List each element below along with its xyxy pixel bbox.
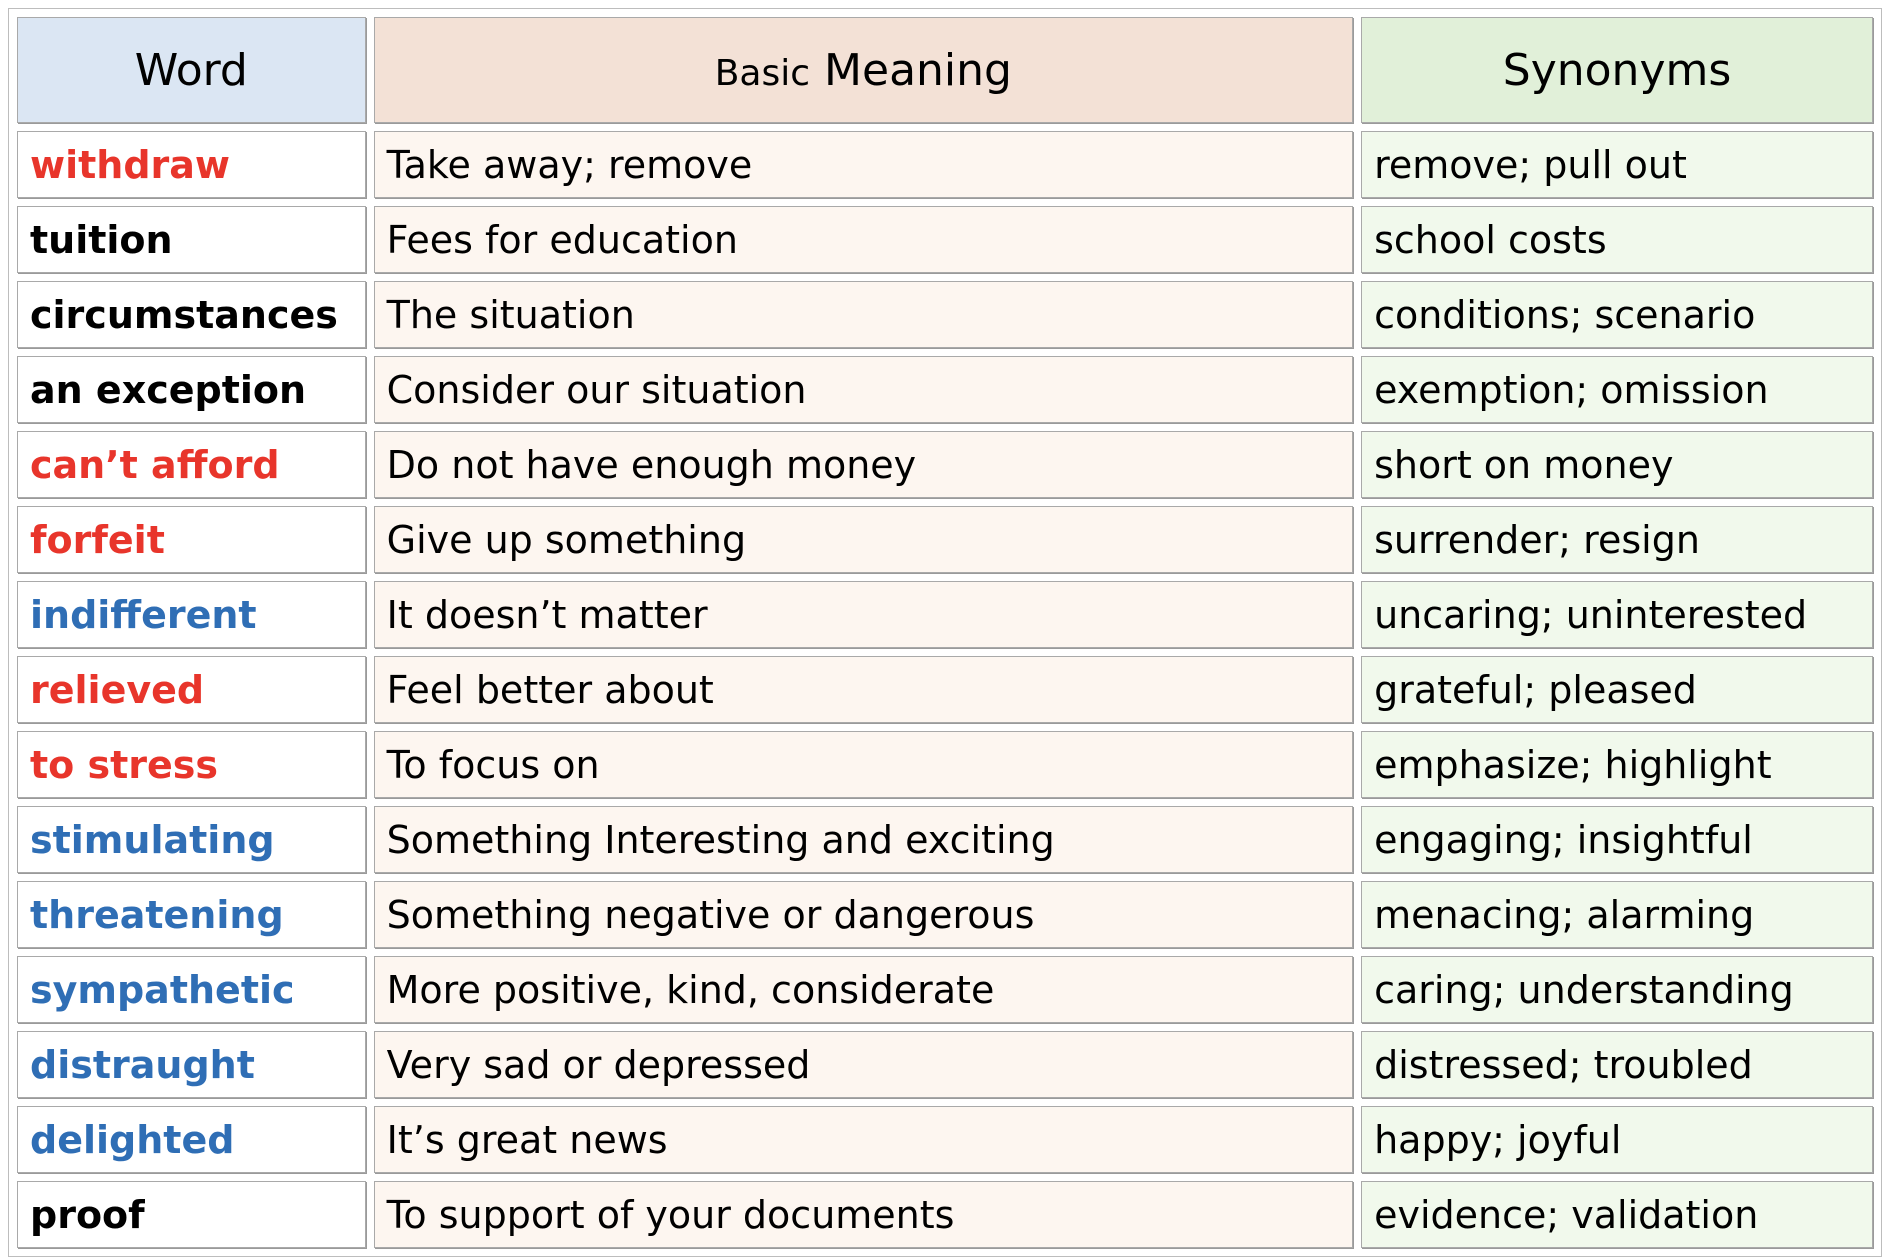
table-row: [17, 1031, 1873, 1098]
synonyms-cell: distressed; troubled: [1361, 1031, 1873, 1098]
header-word: [17, 17, 366, 123]
meaning-cell: Consider our situation: [374, 356, 1353, 423]
meaning-cell: To focus on: [374, 731, 1353, 798]
meaning-cell: It’s great news: [374, 1106, 1353, 1173]
synonyms-cell: surrender; resign: [1361, 506, 1873, 573]
word-cell: forfeit: [17, 506, 366, 573]
header-synonyms: [1361, 17, 1873, 123]
synonyms-cell: short on money: [1361, 431, 1873, 498]
table-row: [17, 356, 1873, 423]
synonyms-cell: conditions; scenario: [1361, 281, 1873, 348]
synonyms-cell: remove; pull out: [1361, 131, 1873, 198]
synonyms-cell: caring; understanding: [1361, 956, 1873, 1023]
synonyms-cell: uncaring; uninterested: [1361, 581, 1873, 648]
table-row: [17, 656, 1873, 723]
meaning-cell: More positive, kind, considerate: [374, 956, 1353, 1023]
word-cell: relieved: [17, 656, 366, 723]
meaning-cell: Take away; remove: [374, 131, 1353, 198]
word-cell: stimulating: [17, 806, 366, 873]
word-cell: proof: [17, 1181, 366, 1248]
word-cell: tuition: [17, 206, 366, 273]
header-meaning-label: Meaning: [824, 44, 1012, 96]
meaning-cell: Give up something: [374, 506, 1353, 573]
meaning-cell: It doesn’t matter: [374, 581, 1353, 648]
word-cell: delighted: [17, 1106, 366, 1173]
word-cell: circumstances: [17, 281, 366, 348]
meaning-cell: The situation: [374, 281, 1353, 348]
table-row: [17, 431, 1873, 498]
word-cell: sympathetic: [17, 956, 366, 1023]
synonyms-cell: evidence; validation: [1361, 1181, 1873, 1248]
meaning-cell: To support of your documents: [374, 1181, 1353, 1248]
header-meaning-basic-label: Basic: [714, 52, 811, 94]
header-row: [17, 17, 1873, 123]
word-cell: an exception: [17, 356, 366, 423]
word-cell: withdraw: [17, 131, 366, 198]
table-row: [17, 731, 1873, 798]
header-word-label: Word: [134, 44, 248, 96]
meaning-cell: Do not have enough money: [374, 431, 1353, 498]
table-row: [17, 281, 1873, 348]
header-synonyms-label: Synonyms: [1502, 44, 1732, 96]
synonyms-cell: happy; joyful: [1361, 1106, 1873, 1173]
table-row: [17, 206, 1873, 273]
meaning-cell: Fees for education: [374, 206, 1353, 273]
synonyms-cell: engaging; insightful: [1361, 806, 1873, 873]
word-cell: threatening: [17, 881, 366, 948]
synonyms-cell: exemption; omission: [1361, 356, 1873, 423]
meaning-cell: Something negative or dangerous: [374, 881, 1353, 948]
table-row: [17, 506, 1873, 573]
meaning-cell: Feel better about: [374, 656, 1353, 723]
table-row: [17, 1106, 1873, 1173]
synonyms-cell: emphasize; highlight: [1361, 731, 1873, 798]
synonyms-cell: grateful; pleased: [1361, 656, 1873, 723]
table-row: [17, 131, 1873, 198]
synonyms-cell: school costs: [1361, 206, 1873, 273]
table-row: [17, 581, 1873, 648]
table-row: [17, 881, 1873, 948]
vocabulary-table: [8, 8, 1882, 1257]
word-cell: can’t afford: [17, 431, 366, 498]
meaning-cell: Very sad or depressed: [374, 1031, 1353, 1098]
table-row: [17, 956, 1873, 1023]
table-row: [17, 1181, 1873, 1248]
word-cell: distraught: [17, 1031, 366, 1098]
header-basic-meaning: [374, 17, 1353, 123]
synonyms-cell: menacing; alarming: [1361, 881, 1873, 948]
table-row: [17, 806, 1873, 873]
word-cell: indifferent: [17, 581, 366, 648]
word-cell: to stress: [17, 731, 366, 798]
meaning-cell: Something Interesting and exciting: [374, 806, 1353, 873]
table-body: [17, 131, 1873, 1248]
